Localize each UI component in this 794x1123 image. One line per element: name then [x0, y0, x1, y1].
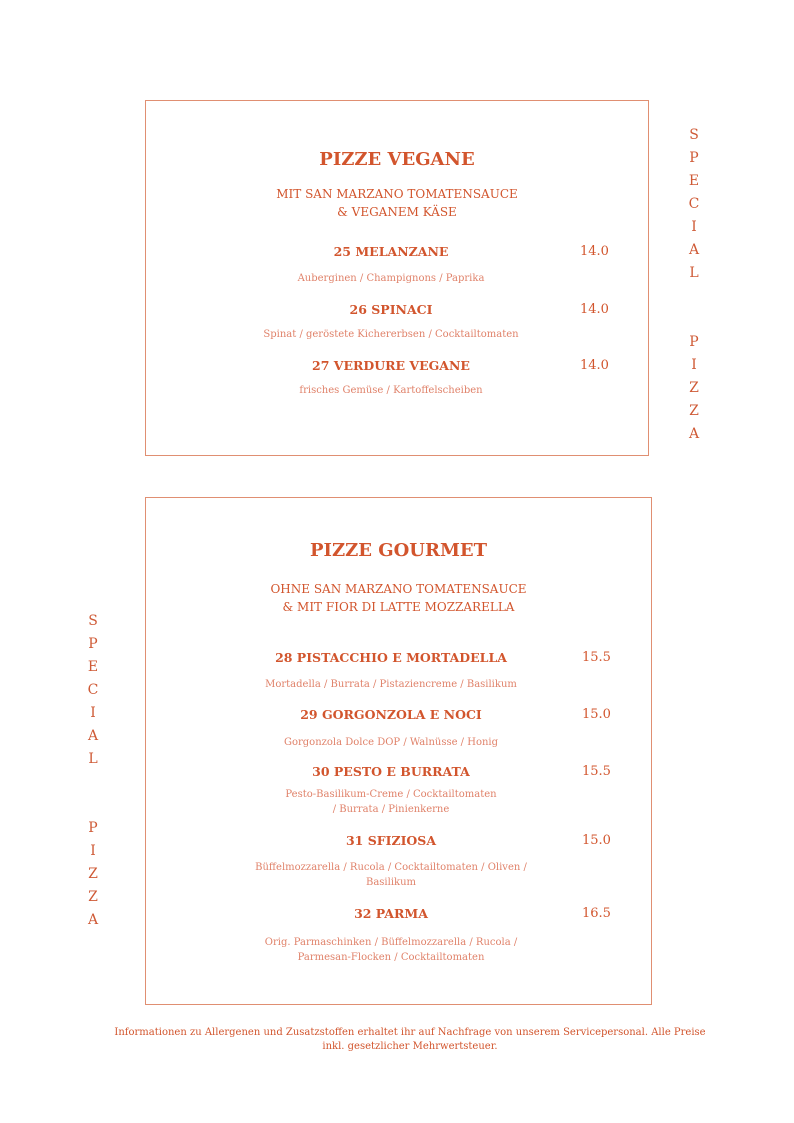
vegan-menu-section [145, 100, 649, 456]
menu-item-name: 26 SPINACI [349, 302, 433, 317]
vertical-letter: S [689, 127, 699, 143]
menu-item-name: 30 PESTO E BURRATA [312, 764, 470, 779]
vertical-letter: Z [88, 866, 98, 882]
menu-item-name: 27 VERDURE VEGANE [312, 358, 470, 373]
menu-item-name: 29 GORGONZOLA E NOCI [300, 707, 482, 722]
menu-item-description [146, 935, 636, 965]
vertical-letter: P [689, 150, 699, 166]
vertical-letter: E [87, 659, 99, 675]
menu-item-name: 25 MELANZANE [333, 244, 449, 259]
vertical-special-pizza-label [83, 610, 103, 932]
menu-item-description: Mortadella / Burrata / Pistaziencreme / Basilikum [265, 679, 517, 690]
vertical-special-pizza-label [684, 124, 704, 446]
menu-item-description: Gorgonzola Dolce DOP / Walnüsse / Honig [283, 737, 499, 748]
description-line: Orig. Parmaschinken / Büffelmozzarella / Rucola / [264, 937, 518, 948]
vertical-letter: I [691, 357, 697, 373]
section-subtitle [146, 185, 648, 221]
menu-item-name: 32 PARMA [354, 906, 428, 921]
description-line: Büffelmozzarella / Rucola / Cocktailtomaten / Oliven / [255, 862, 527, 873]
menu-item-description: Auberginen / Champignons / Paprika [297, 273, 485, 284]
menu-item-price: 15.0 [582, 707, 611, 722]
menu-item-price: 14.0 [580, 302, 609, 317]
menu-item-description: frisches Gemüse / Kartoffelscheiben [299, 385, 483, 396]
subtitle-line: & MIT FIOR DI LATTE MOZZARELLA [282, 600, 515, 614]
vertical-letter: A [688, 242, 700, 258]
vertical-letter: I [90, 705, 96, 721]
menu-item-price: 15.5 [582, 650, 611, 665]
description-line: / Burrata / Pinienkerne [332, 804, 450, 815]
menu-item-name: 28 PISTACCHIO E MORTADELLA [275, 650, 507, 665]
gourmet-menu-section [145, 497, 652, 1005]
vertical-letter: Z [689, 403, 699, 419]
subtitle-line: OHNE SAN MARZANO TOMATENSAUCE [270, 582, 527, 596]
vertical-letter: A [87, 728, 99, 744]
vertical-letter: C [87, 682, 99, 698]
menu-item-price: 15.0 [582, 833, 611, 848]
vertical-letter: Z [88, 889, 98, 905]
menu-item-description [146, 787, 636, 817]
vertical-letter: E [688, 173, 700, 189]
footer-line: Informationen zu Allergenen und Zusatzstoffen erhaltet ihr auf Nachfrage von unserem Servicepersonal. Alle Preise [114, 1027, 706, 1038]
allergen-footer-note [100, 1026, 720, 1054]
menu-item-price: 16.5 [582, 906, 611, 921]
vertical-letter: L [88, 751, 98, 767]
vertical-letter: P [88, 636, 98, 652]
subtitle-line: & VEGANEM KÄSE [337, 205, 457, 219]
vertical-letter: C [688, 196, 700, 212]
vertical-letter: P [88, 820, 98, 836]
vertical-gap [684, 285, 704, 331]
vertical-letter: A [688, 426, 700, 442]
description-line: Basilikum [365, 877, 417, 888]
vertical-gap [83, 771, 103, 817]
menu-item-description: Spinat / geröstete Kichererbsen / Cocktailtomaten [263, 329, 519, 340]
description-line: Pesto-Basilikum-Creme / Cocktailtomaten [285, 789, 497, 800]
section-title: PIZZE GOURMET [310, 540, 487, 561]
vertical-letter: S [88, 613, 98, 629]
subtitle-line: MIT SAN MARZANO TOMATENSAUCE [276, 187, 518, 201]
section-title: PIZZE VEGANE [319, 149, 475, 170]
vertical-letter: L [689, 265, 699, 281]
vertical-letter: I [90, 843, 96, 859]
description-line: Parmesan-Flocken / Cocktailtomaten [297, 952, 485, 963]
menu-item-description [146, 860, 636, 890]
menu-item-name: 31 SFIZIOSA [345, 833, 437, 848]
vertical-letter: P [689, 334, 699, 350]
menu-item-price: 14.0 [580, 358, 609, 373]
vertical-letter: Z [689, 380, 699, 396]
vertical-letter: I [691, 219, 697, 235]
vertical-letter: A [87, 912, 99, 928]
footer-line: inkl. gesetzlicher Mehrwertsteuer. [322, 1041, 498, 1052]
menu-item-price: 14.0 [580, 244, 609, 259]
section-subtitle [146, 580, 651, 616]
menu-item-price: 15.5 [582, 764, 611, 779]
